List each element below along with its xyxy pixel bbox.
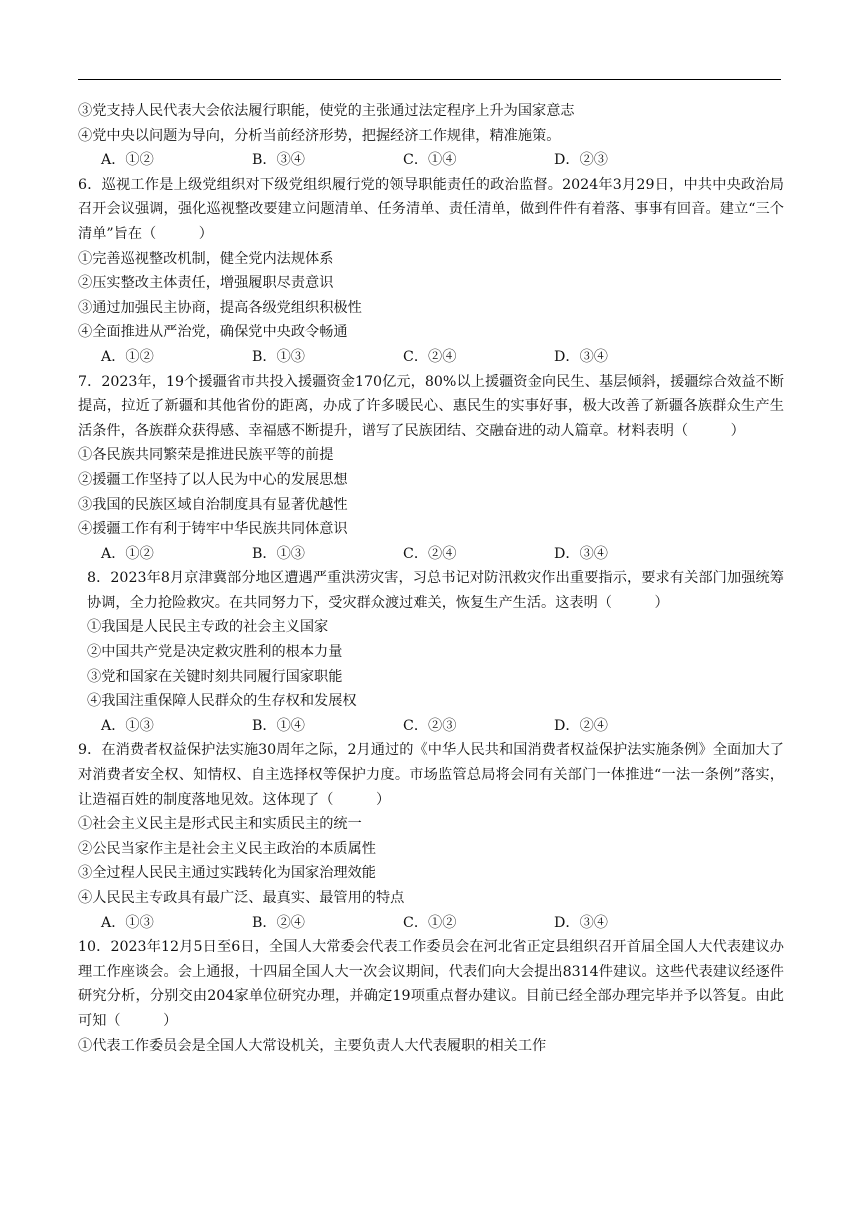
option-d[interactable]: D．②③ <box>554 152 608 169</box>
option-d[interactable]: D．③④ <box>554 545 608 562</box>
statement-1: ①社会主义民主是形式民主和实质民主的统一 <box>78 816 362 833</box>
option-b[interactable]: B．①④ <box>252 717 305 734</box>
statement-3: ③党和国家在关键时刻共同履行国家职能 <box>87 668 343 685</box>
answer-options <box>78 148 784 173</box>
option-a[interactable]: A．①② <box>101 348 154 365</box>
statement-3: ③党支持人民代表大会依法履行职能，使党的主张通过法定程序上升为国家意志 <box>78 103 575 119</box>
option-c[interactable]: C．②④ <box>403 348 457 365</box>
statement-3: ③我国的民族区域自治制度具有显著优越性 <box>78 496 348 513</box>
question-8-stem: 8．2023年8月京津冀部分地区遭遇严重洪涝灾害，习总书记对防汛救灾作出重要指示，要求有关部门加强统筹协调，全力抢险救灾。在共同努力下，受灾群众渡过难关，恢复生产生活。这表明（ ） <box>87 570 784 611</box>
statement-2: ②援疆工作坚持了以人民为中心的发展思想 <box>78 471 348 488</box>
statement-4: ④全面推进从严治党，确保党中央政令畅通 <box>78 324 348 341</box>
option-d[interactable]: D．②④ <box>554 717 608 734</box>
option-c[interactable]: C．①② <box>403 914 457 931</box>
option-a[interactable]: A．①③ <box>101 717 154 734</box>
statement-1: ①完善巡视整改机制，健全党内法规体系 <box>78 250 334 267</box>
statement-1: ①代表工作委员会是全国人大常设机关，主要负责人大代表履职的相关工作 <box>78 1037 547 1054</box>
exam-page <box>78 99 784 1058</box>
option-c[interactable]: C．②④ <box>403 545 457 562</box>
answer-options <box>78 911 784 936</box>
answer-options <box>78 542 784 567</box>
statement-3: ③通过加强民主协商，提高各级党组织积极性 <box>78 299 362 316</box>
statement-1: ①各民族共同繁荣是推进民族平等的前提 <box>78 447 334 464</box>
statement-1: ①我国是人民民主专政的社会主义国家 <box>87 619 329 636</box>
statement-4: ④我国注重保障人民群众的生存权和发展权 <box>87 693 357 710</box>
header-rule <box>78 79 781 80</box>
option-d[interactable]: D．③④ <box>554 914 608 931</box>
option-c[interactable]: C．②③ <box>403 717 457 734</box>
statement-2: ②公民当家作主是社会主义民主政治的本质属性 <box>78 840 376 857</box>
statement-4: ④援疆工作有利于铸牢中华民族共同体意识 <box>78 521 348 538</box>
statement-4: ④人民民主专政具有最广泛、最真实、最管用的特点 <box>78 890 405 906</box>
option-c[interactable]: C．①④ <box>403 152 457 169</box>
option-a[interactable]: A．①② <box>101 545 154 562</box>
option-b[interactable]: B．③④ <box>252 152 305 169</box>
option-b[interactable]: B．①③ <box>252 348 305 365</box>
option-b[interactable]: B．②④ <box>252 914 305 931</box>
question-9-stem: 9．在消费者权益保护法实施30周年之际，2月通过的《中华人民共和国消费者权益保护法实施条例》全面加大了对消费者安全权、知情权、自主选择权等保护力度。市场监管总局将会同有关部门一体推进“一法一条例”落实，让造福百姓的制度落地见效。这体现了（ ） <box>78 742 784 808</box>
statement-3: ③全过程人民民主通过实践转化为国家治理效能 <box>78 865 376 882</box>
option-a[interactable]: A．①② <box>101 152 154 169</box>
option-a[interactable]: A．①③ <box>101 914 154 931</box>
statement-2: ②中国共产党是决定救灾胜利的根本力量 <box>87 644 343 661</box>
option-b[interactable]: B．①③ <box>252 545 305 562</box>
question-6-stem: 6．巡视工作是上级党组织对下级党组织履行党的领导职能责任的政治监督。2024年3月29日，中共中央政治局召开会议强调，强化巡视整改要建立问题清单、任务清单、责任清单，做到件件有着落、事事有回音。建立“三个清单”旨在（ ） <box>78 176 784 242</box>
statement-4: ④党中央以问题为导向，分析当前经济形势，把握经济工作规律，精准施策。 <box>78 127 561 144</box>
answer-options <box>78 345 784 370</box>
question-10-stem: 10．2023年12月5日至6日，全国人大常委会代表工作委员会在河北省正定县组织召开首届全国人大代表建议办理工作座谈会。会上通报，十四届全国人大一次会议期间，代表们向大会提出8314件建议。这些代表建议经逐件研究分析，分别交由204家单位研究办理，并确定19项重点督办建议。目前已经全部办理完毕并予以答复。由此可知（ ） <box>78 939 784 1029</box>
question-7-stem: 7．2023年，19个援疆省市共投入援疆资金170亿元，80%以上援疆资金向民生、基层倾斜，援疆综合效益不断提高，拉近了新疆和其他省份的距离，办成了许多暖民心、惠民生的实事好事，极大改善了新疆各族群众生产生活条件，各族群众获得感、幸福感不断提升，谱写了民族团结、交融奋进的动人篇章。材料表明（ ） <box>78 373 784 439</box>
option-d[interactable]: D．③④ <box>554 348 608 365</box>
answer-options <box>78 714 784 739</box>
statement-2: ②压实整改主体责任，增强履职尽责意识 <box>78 275 334 292</box>
